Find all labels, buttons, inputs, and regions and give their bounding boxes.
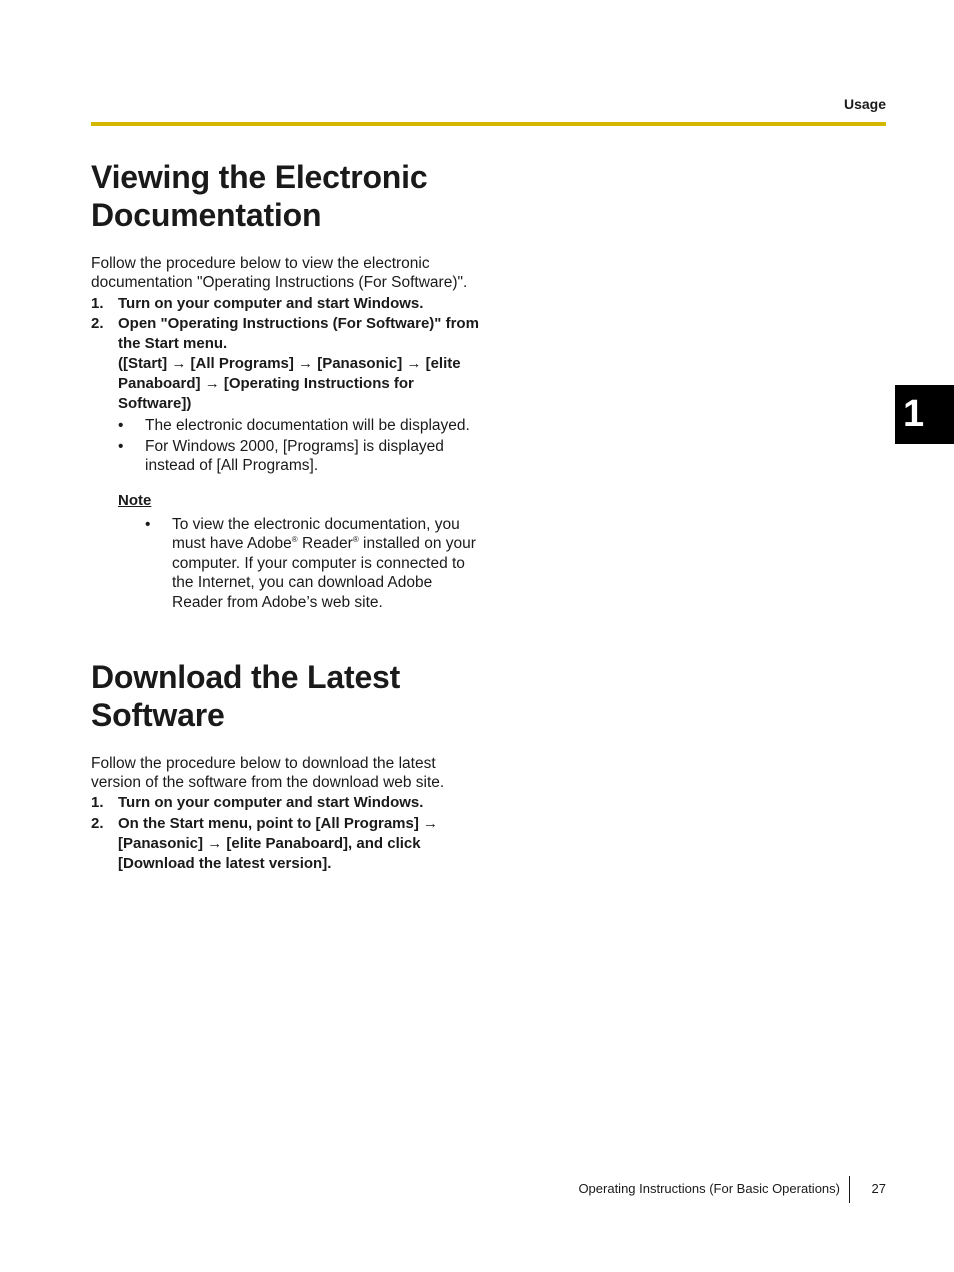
registered-mark: ® bbox=[352, 535, 359, 545]
menu-path-item: [elite Panaboard] bbox=[118, 355, 461, 392]
section-title-viewing bbox=[91, 158, 491, 234]
step-text-segment: On the Start menu, point to [All Programs] bbox=[118, 815, 424, 832]
step-item bbox=[91, 294, 480, 314]
list-item-text: The electronic documentation will be displayed. bbox=[145, 417, 470, 434]
note-text: To view the electronic documentation, you must have Adobe bbox=[172, 516, 460, 553]
arrow-right-icon: → bbox=[423, 815, 439, 832]
arrow-right-icon: → bbox=[204, 375, 220, 392]
section-label: Usage bbox=[843, 96, 886, 112]
menu-path-item: [Panasonic] bbox=[317, 355, 403, 372]
page-number: 27 bbox=[871, 1181, 886, 1196]
step-number: 1. bbox=[91, 794, 104, 811]
section-title-line: Software bbox=[91, 697, 225, 733]
step-text: Turn on your computer and start Windows. bbox=[118, 794, 424, 811]
bullet-icon: • bbox=[118, 417, 124, 434]
list-item bbox=[118, 437, 480, 475]
note-text: installed on your computer. If your computer is connected to the Internet, you can download Adobe Reader from Adobe’s web site. bbox=[172, 535, 476, 611]
step-text: Turn on your computer and start Windows. bbox=[118, 295, 424, 312]
arrow-right-icon: → bbox=[207, 835, 223, 852]
step-number: 2. bbox=[91, 315, 104, 332]
note-list bbox=[118, 515, 491, 612]
step-item bbox=[91, 314, 480, 475]
section-title-line: Documentation bbox=[91, 197, 322, 233]
note-text: Reader bbox=[297, 535, 353, 553]
menu-path-item: [Operating Instructions for Software]) bbox=[118, 375, 414, 412]
step-text bbox=[118, 814, 480, 874]
footer-divider bbox=[849, 1176, 850, 1203]
step-item bbox=[91, 793, 480, 813]
bullet-icon: • bbox=[145, 516, 151, 533]
step-text-segment: [Panasonic] bbox=[118, 835, 208, 852]
step-number: 2. bbox=[91, 815, 104, 832]
bullet-icon: • bbox=[118, 438, 124, 455]
menu-path-item: ([Start] bbox=[118, 355, 168, 372]
section-title-line: Viewing the Electronic bbox=[91, 159, 428, 195]
section-title-download bbox=[91, 658, 491, 734]
registered-mark: ® bbox=[291, 535, 298, 545]
section-viewing-docs bbox=[91, 158, 491, 612]
arrow-right-icon: → bbox=[298, 355, 314, 372]
chapter-tab: 1 bbox=[895, 385, 954, 444]
list-item bbox=[118, 515, 478, 612]
step-number: 1. bbox=[91, 295, 104, 312]
header-rule bbox=[91, 122, 886, 126]
section-title-line: Download the Latest bbox=[91, 659, 401, 695]
section-intro: Follow the procedure below to download the latest version of the software from the download web site. bbox=[91, 755, 445, 791]
step-text-segment: [elite Panaboard], and click [Download the latest version]. bbox=[118, 835, 421, 872]
step-text: Open "Operating Instructions (For Software)" from the Start menu. bbox=[118, 315, 479, 352]
note-heading: Note bbox=[118, 492, 152, 509]
footer-doc-title: Operating Instructions (For Basic Operations) bbox=[578, 1181, 840, 1196]
step-item bbox=[91, 814, 480, 874]
section-download-software bbox=[91, 658, 491, 874]
arrow-right-icon: → bbox=[406, 355, 422, 372]
step-bullets bbox=[118, 416, 480, 475]
menu-path bbox=[118, 354, 480, 414]
section-intro: Follow the procedure below to view the electronic documentation "Operating Instructions (For Software)". bbox=[91, 255, 468, 291]
list-item-text: For Windows 2000, [Programs] is displayed instead of [All Programs]. bbox=[145, 438, 444, 474]
menu-path-item: [All Programs] bbox=[190, 355, 294, 372]
arrow-right-icon: → bbox=[171, 355, 187, 372]
list-item bbox=[118, 416, 480, 435]
